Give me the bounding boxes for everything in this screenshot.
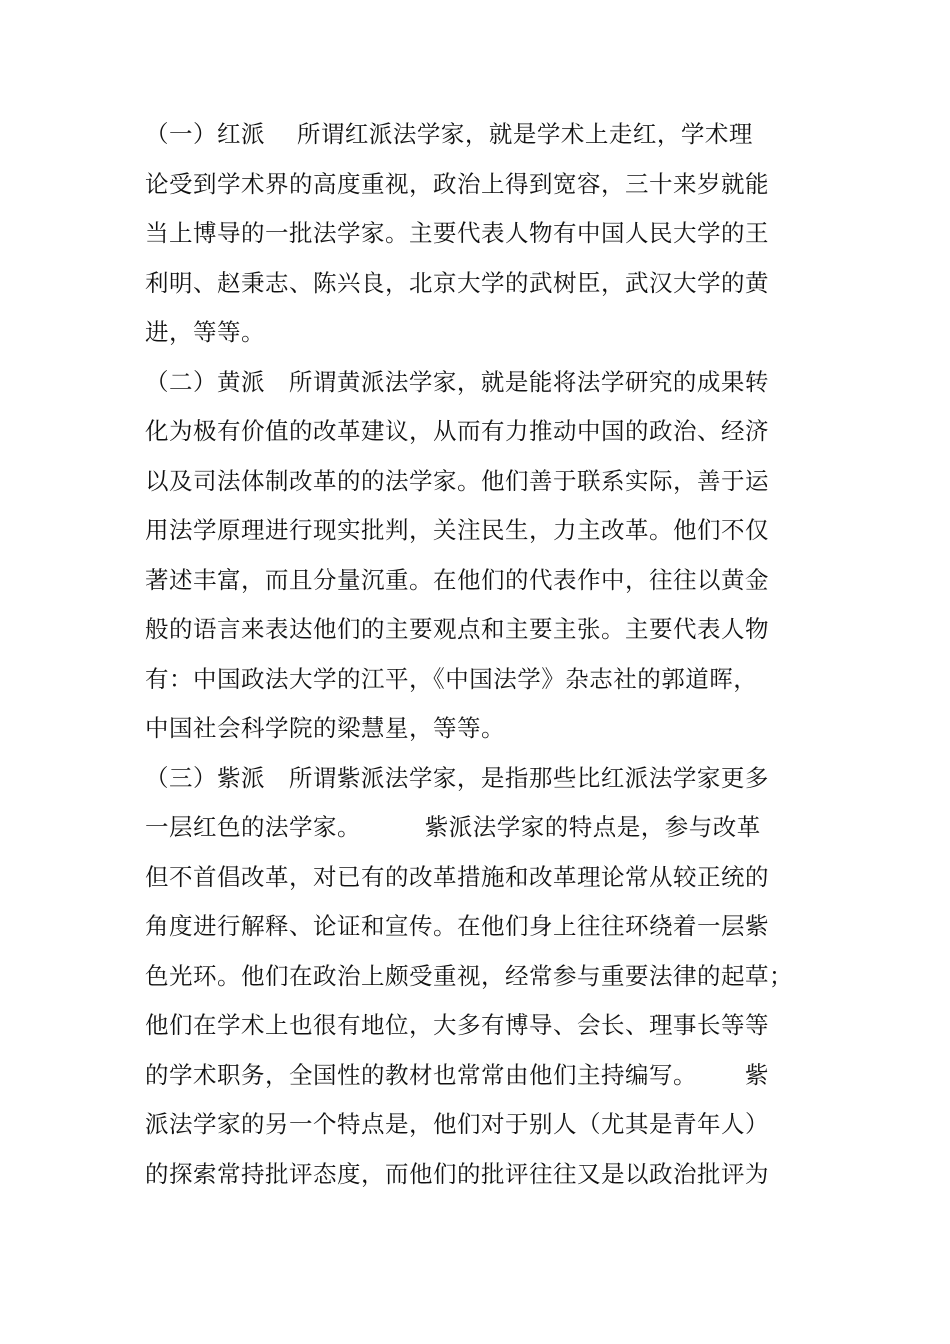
text-line: 中国社会科学院的梁慧星，等等。 (145, 714, 505, 742)
text-line: （二）黄派 所谓黄派法学家，就是能将法学研究的成果转 (145, 367, 769, 396)
text-line: 有：中国政法大学的江平，《中国法学》杂志社的郭道晖， (145, 664, 758, 693)
text-line: 一层红色的法学家。 紫派法学家的特点是，参与改革 (145, 813, 761, 841)
text-line: 的探索常持批评态度，而他们的批评往往又是以政治批评为 (145, 1159, 769, 1188)
text-line: 他们在学术上也很有地位，大多有博导、会长、理事长等等 (145, 1011, 769, 1039)
text-line: 派法学家的另一个特点是，他们对于别人（尤其是青年人） (145, 1110, 769, 1138)
text-line: 当上博导的一批法学家。主要代表人物有中国人民大学的王 (145, 219, 769, 247)
text-line: 著述丰富，而且分量沉重。在他们的代表作中，往往以黄金 (145, 565, 769, 594)
text-line: （一）红派 所谓红派法学家，就是学术上走红，学术理 (145, 120, 753, 148)
text-line: 以及司法体制改革的的法学家。他们善于联系实际，善于运 (145, 466, 769, 495)
text-line: 化为极有价值的改革建议，从而有力推动中国的政治、经济 (145, 417, 769, 445)
text-line: 角度进行解释、论证和宣传。在他们身上往往环绕着一层紫 (145, 912, 769, 940)
text-line: 般的语言来表达他们的主要观点和主要主张。主要代表人物 (145, 615, 769, 643)
text-line: 论受到学术界的高度重视，政治上得到宽容，三十来岁就能 (145, 169, 769, 198)
text-line: 利明、赵秉志、陈兴良，北京大学的武树臣，武汉大学的黄 (145, 268, 769, 297)
text-line: （三）紫派 所谓紫派法学家，是指那些比红派法学家更多 (145, 763, 769, 792)
text-line: 但不首倡改革，对已有的改革措施和改革理论常从较正统的 (145, 862, 769, 891)
text-line: 的学术职务，全国性的教材也常常由他们主持编写。 紫 (145, 1060, 769, 1089)
body-text (145, 110, 815, 1199)
text-line: 色光环。他们在政治上颇受重视，经常参与重要法律的起草； (145, 961, 793, 990)
text-line: 用法学原理进行现实批判，关注民生，力主改革。他们不仅 (145, 516, 769, 544)
text-line: 进，等等。 (145, 318, 265, 346)
